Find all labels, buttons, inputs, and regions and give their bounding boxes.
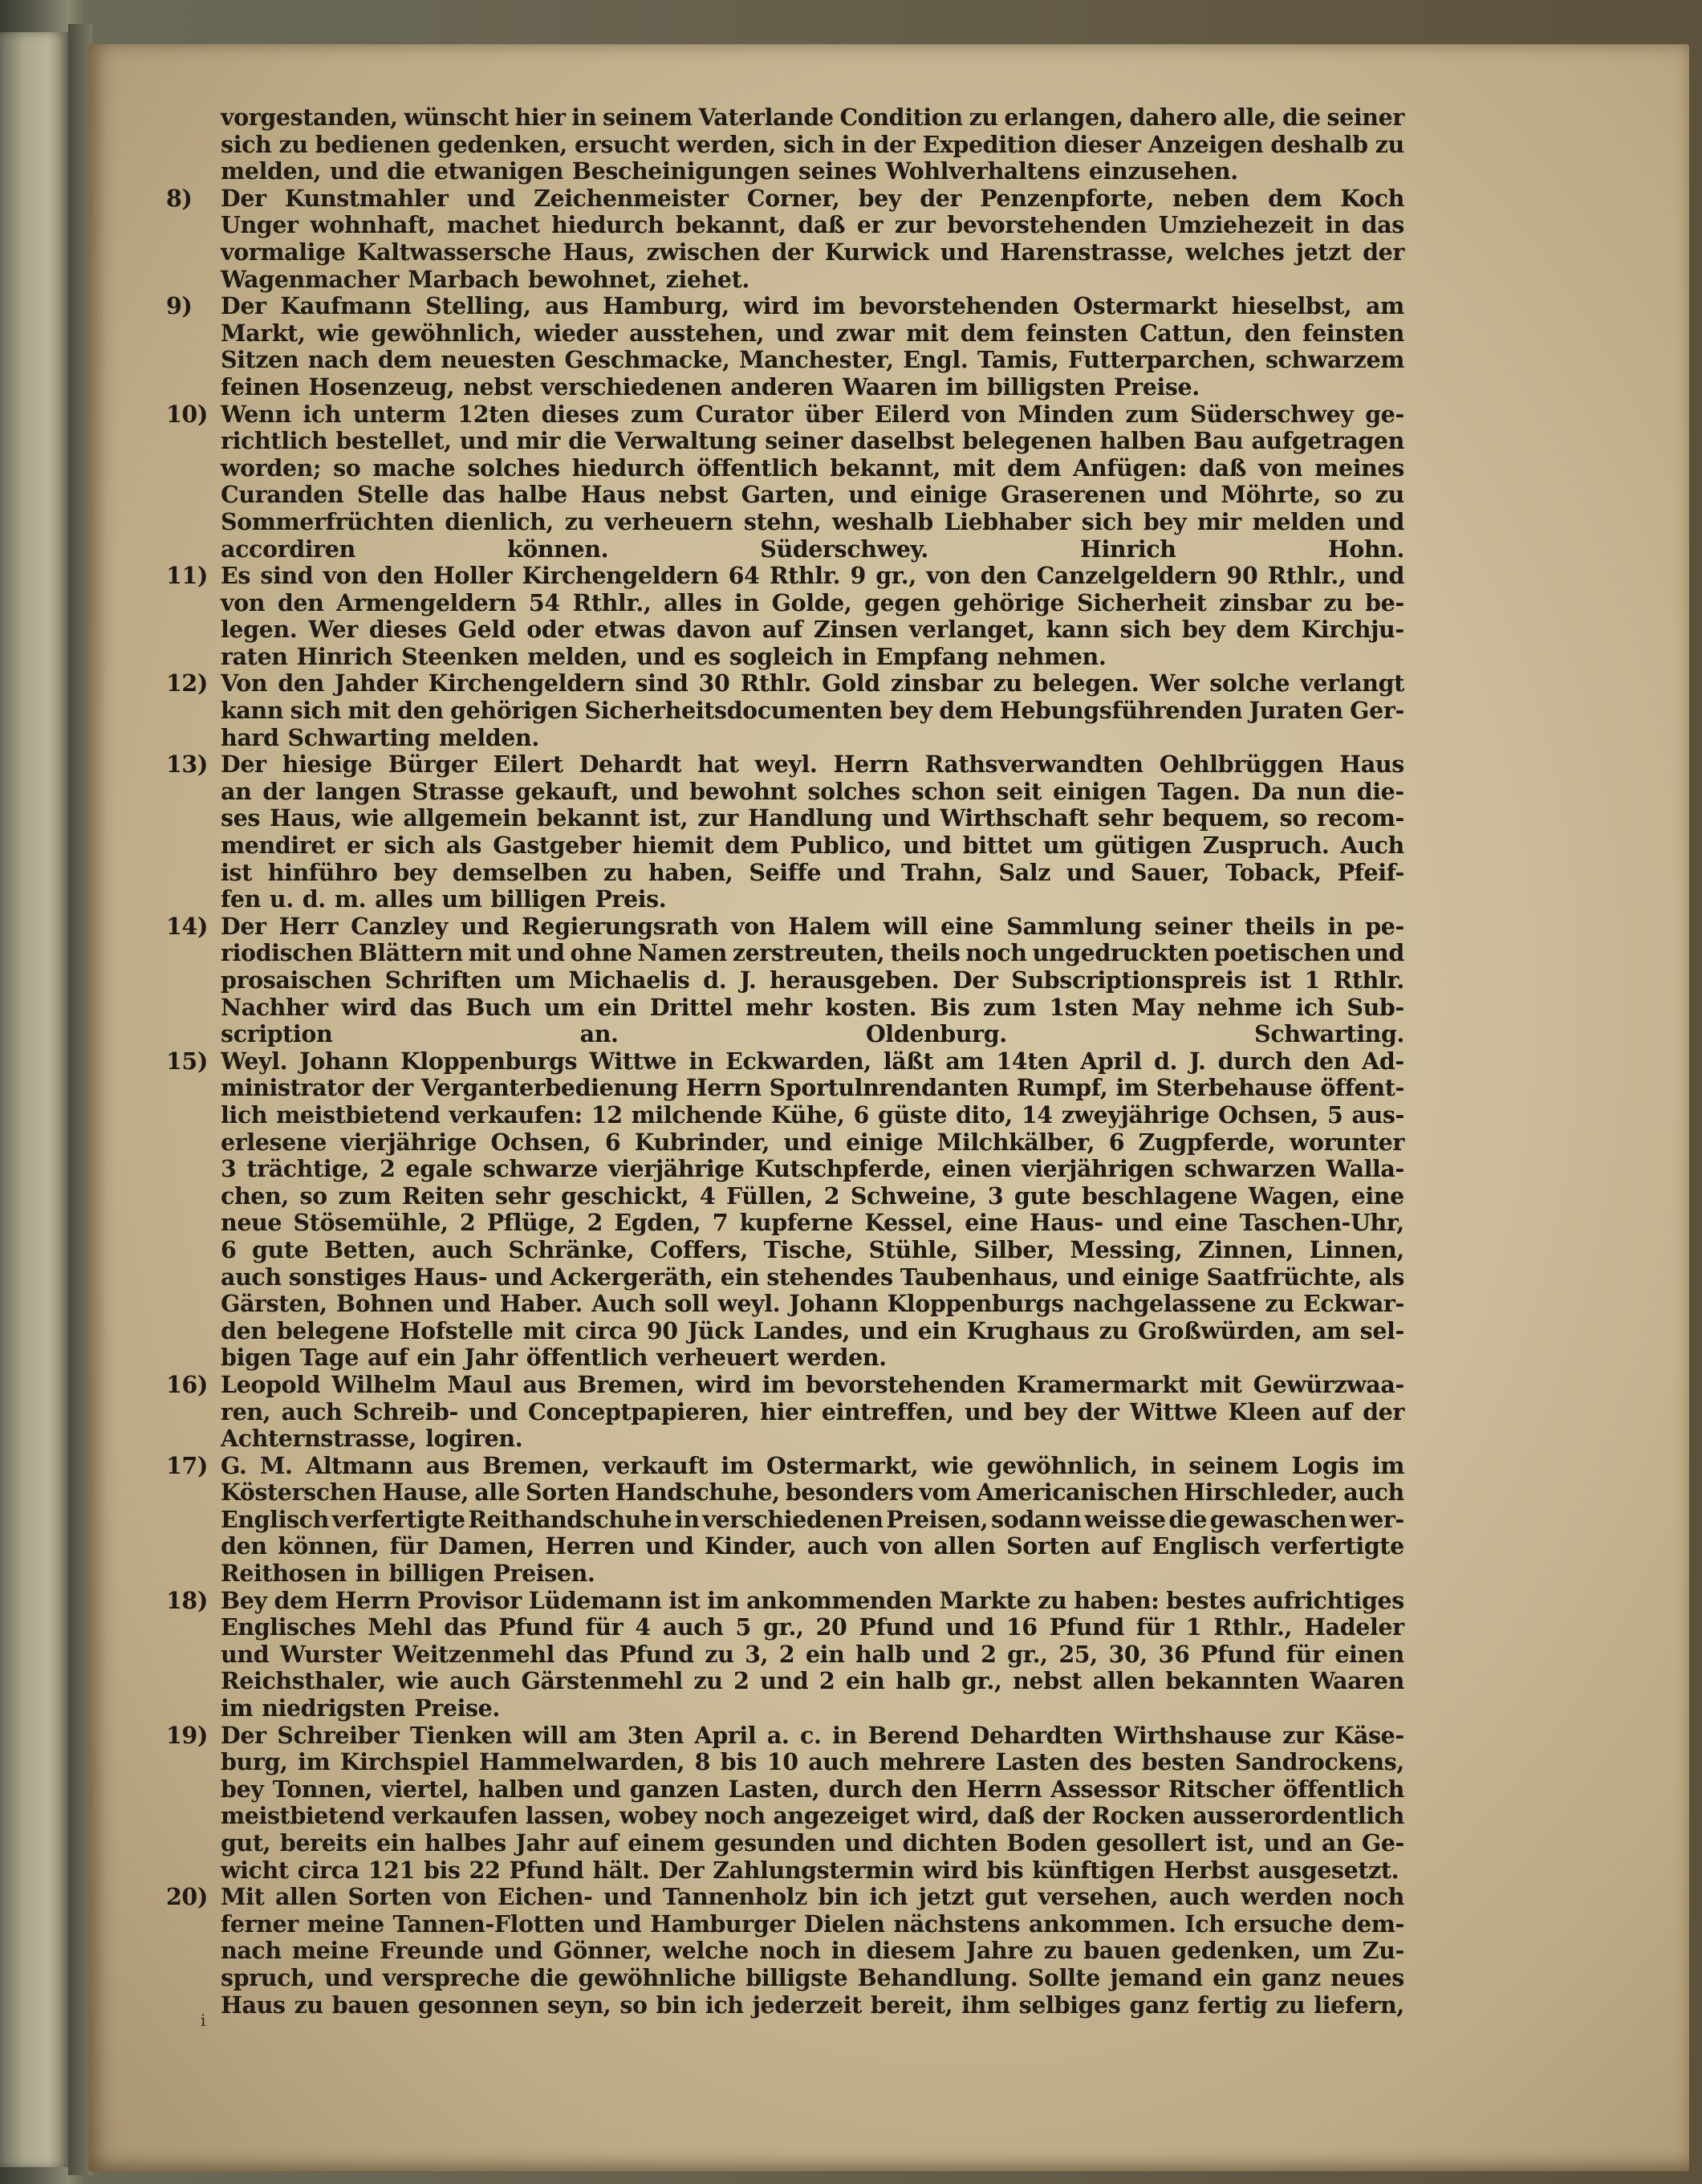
text-line: Wagenmacher Marbach bewohnet, ziehet.	[221, 265, 749, 293]
text-line: Gärsten, Bohnen und Haber. Auch soll weyl. Johann Kloppenburgs nachgelassene zu Eckwar-	[221, 1290, 1404, 1318]
entry-number: 8)	[166, 184, 193, 212]
entry-number: 10)	[166, 400, 208, 428]
text-line: Reichsthaler, wie auch Gärstenmehl zu 2 und 2 ein halb gr., nebst allen bekannten Waaren	[221, 1667, 1404, 1695]
text-line: nach meine Freunde und Gönner, welche noch in diesem Jahre zu bauen gedenken, um Zu-	[221, 1937, 1404, 1965]
text-line: Sommerfrüchten dienlich, zu verheuern stehn, weshalb Liebhaber sich bey mir melden und	[221, 507, 1404, 535]
text-line: feinen Hosenzeug, nebst verschiedenen anderen Waaren im billigsten Preise.	[221, 372, 1200, 401]
notice-entry	[166, 1721, 1404, 1885]
document-text	[166, 104, 1404, 2019]
notice-entry	[166, 1586, 1404, 1722]
text-line: vorgestanden, wünscht hier in seinem Vaterlande Condition zu erlangen, dahero alle, die seiner	[221, 104, 1404, 131]
entry-number: 9)	[166, 292, 193, 320]
text-line: auch sonstiges Haus- und Ackergeräth, ein stehendes Taubenhaus, und einige Saatfrüchte, als	[221, 1263, 1404, 1291]
notice-entry	[166, 1451, 1404, 1588]
text-line: raten Hinrich Steenken melden, und es sogleich in Empfang nehmen.	[221, 642, 1107, 670]
text-line: ferner meine Tannen-Flotten und Hamburger Dielen nächstens ankommen. Ich ersuche dem-	[221, 1909, 1404, 1938]
text-line: richtlich bestellet, und mir die Verwaltung seiner daselbst belegenen halben Bau aufgetragen	[221, 427, 1404, 455]
text-line: wicht circa 121 bis 22 Pfund hält. Der Zahlungstermin wird bis künftigen Herbst ausgesetzt.	[221, 1856, 1399, 1884]
text-line: riodischen Blättern mit und ohne Namen zerstreuten, theils noch ungedruckten poetischen und	[221, 939, 1404, 967]
entry-number: 15)	[166, 1047, 208, 1075]
text-line: Kösterschen Hause, alle Sorten Handschuhe, besonders vom Americanischen Hirschleder, auch	[221, 1478, 1404, 1507]
text-line: Mit allen Sorten von Eichen- und Tannenholz bin ich jetzt gut versehen, auch werden noch	[221, 1883, 1404, 1911]
text-line: Nachher wird das Buch um ein Drittel mehr kosten. Bis zum 1sten May nehme ich Sub-	[221, 993, 1404, 1021]
entry-number: 20)	[166, 1883, 208, 1911]
entry-number: 19)	[166, 1721, 208, 1749]
text-line: burg, im Kirchspiel Hammelwarden, 8 bis 10 auch mehrere Lasten des besten Sandrockens,	[221, 1748, 1404, 1776]
text-line: gut, bereits ein halbes Jahr auf einem gesunden und dichten Boden gesollert ist, und an Ge-	[221, 1829, 1404, 1857]
text-line: ist hinführo bey demselben zu haben, Seiffe und Trahn, Salz und Sauer, Toback, Pfeif-	[221, 858, 1404, 886]
text-line: scription an. Oldenburg. Schwarting.	[221, 1020, 1404, 1048]
text-line: Der Kaufmann Stelling, aus Hamburg, wird im bevorstehenden Ostermarkt hieselbst, am	[221, 292, 1404, 320]
text-line: Haus zu bauen gesonnen seyn, so bin ich jederzeit bereit, ihm selbiges ganz fertig zu liefern,	[221, 1991, 1404, 2019]
text-line: worden; so mache solches hiedurch öffentlich bekannt, mit dem Anfügen: daß von meines	[221, 453, 1404, 482]
text-line: legen. Wer dieses Geld oder etwas davon auf Zinsen verlanget, kann sich bey dem Kirchju-	[221, 616, 1404, 644]
text-line: an der langen Strasse gekauft, und bewohnt solches schon seit einigen Tagen. Da nun die-	[221, 777, 1404, 805]
notice-entry	[221, 104, 1404, 185]
text-line: prosaischen Schriften um Michaelis d. J. herausgeben. Der Subscriptionspreis ist 1 Rthlr.	[221, 966, 1404, 994]
text-line: ministrator der Verganterbedienung Herrn Sportulnrendanten Rumpf, im Sterbehause öffent-	[221, 1074, 1404, 1102]
notice-entry	[166, 292, 1404, 401]
entry-number: 13)	[166, 750, 208, 779]
text-line: Englisches Mehl das Pfund für 4 auch 5 gr., 20 Pfund und 16 Pfund für 1 Rthlr., Hadeler	[221, 1613, 1404, 1641]
text-line: vormalige Kaltwassersche Haus, zwischen der Kurwick und Harenstrasse, welches jetzt der	[221, 238, 1404, 266]
text-line: Bey dem Herrn Provisor Lüdemann ist im ankommenden Markte zu haben: bestes aufrichtiges	[221, 1586, 1404, 1614]
text-line: Wenn ich unterm 12ten dieses zum Curator über Eilerd von Minden zum Süderschwey ge-	[221, 400, 1404, 428]
text-line: Von den Jahder Kirchengeldern sind 30 Rthlr. Gold zinsbar zu belegen. Wer solche verlangt	[221, 669, 1404, 697]
text-line: Curanden Stelle das halbe Haus nebst Garten, und einige Graserenen und Möhrte, so zu	[221, 481, 1404, 509]
text-line: sich zu bedienen gedenken, ersucht werden, sich in der Expedition dieser Anzeigen deshalb zu	[221, 130, 1404, 158]
text-line: Sitzen nach dem neuesten Geschmacke, Manchester, Engl. Tamis, Futterparchen, schwarzem	[221, 346, 1404, 374]
text-line: neue Stösemühle, 2 Pflüge, 2 Egden, 7 kupferne Kessel, eine Haus- und eine Taschen-Uhr,	[221, 1209, 1404, 1237]
text-line: und Wurster Weitzenmehl das Pfund zu 3, 2 ein halb und 2 gr., 25, 30, 36 Pfund für einen	[221, 1640, 1404, 1668]
text-line: bigen Tage auf ein Jahr öffentlich verheuert werden.	[221, 1344, 887, 1372]
notice-entry	[166, 400, 1404, 563]
entry-number: 12)	[166, 669, 208, 697]
notice-entry	[166, 1370, 1404, 1453]
text-line: den belegene Hofstelle mit circa 90 Jück Landes, und ein Krughaus zu Großwürden, am sel-	[221, 1316, 1404, 1344]
notice-entry	[166, 184, 1404, 293]
text-line: Reithosen in billigen Preisen.	[221, 1560, 595, 1588]
text-line: bey Tonnen, viertel, halben und ganzen Lasten, durch den Herrn Assessor Ritscher öffentlich	[221, 1775, 1404, 1803]
text-line: von den Armengeldern 54 Rthlr., alles in Golde, gegen gehörige Sicherheit zinsbar zu be-	[221, 588, 1404, 616]
text-line: 3 trächtige, 2 egale schwarze vierjährige Kutschpferde, einen vierjährigen schwarzen Walla-	[221, 1155, 1404, 1183]
text-line: melden, und die etwanigen Bescheinigungen seines Wohlverhaltens einzusehen.	[221, 157, 1238, 185]
text-line: Der Kunstmahler und Zeichenmeister Corner, bey der Penzenpforte, neben dem Koch	[221, 184, 1404, 212]
text-line: chen, so zum Reiten sehr geschickt, 4 Füllen, 2 Schweine, 3 gute beschlagene Wagen, eine	[221, 1181, 1404, 1210]
text-line: Unger wohnhaft, machet hiedurch bekannt, daß er zur bevorstehenden Umziehezeit in das	[221, 211, 1404, 239]
text-line: lich meistbietend verkaufen: 12 milchende Kühe, 6 güste dito, 14 zweyjährige Ochsen, 5 aus-	[221, 1100, 1404, 1129]
notice-entry	[166, 1883, 1404, 2019]
text-line: kann sich mit den gehörigen Sicherheitsdocumenten bey dem Hebungsführenden Juraten Ger-	[221, 697, 1404, 725]
text-line: Englisch verfertigte Reithandschuhe in verschiedenen Preisen, sodann weisse die gewaschen wer-	[221, 1505, 1404, 1533]
left-page-edge	[0, 32, 68, 2167]
text-line: 6 gute Betten, auch Schränke, Coffers, Tische, Stühle, Silber, Messing, Zinnen, Linnen,	[221, 1235, 1404, 1263]
entry-number: 18)	[166, 1586, 208, 1614]
entry-number: 14)	[166, 912, 208, 940]
entry-number: 16)	[166, 1370, 208, 1398]
text-line: hard Schwarting melden.	[221, 723, 539, 751]
notice-entry	[166, 750, 1404, 913]
text-line: im niedrigsten Preise.	[221, 1694, 500, 1722]
text-line: spruch, und verspreche die gewöhnliche billigste Behandlung. Sollte jemand ein ganz neues	[221, 1963, 1404, 1991]
text-line: erlesene vierjährige Ochsen, 6 Kubrinder, und einige Milchkälber, 6 Zugpferde, worunter	[221, 1128, 1404, 1156]
text-line: Achternstrasse, logiren.	[221, 1425, 523, 1453]
text-line: Es sind von den Holler Kirchengeldern 64 Rthlr. 9 gr., von den Canzelgeldern 90 Rthlr., und	[221, 562, 1404, 590]
notice-entry	[166, 669, 1404, 751]
entry-number: 11)	[166, 562, 208, 590]
text-line: Markt, wie gewöhnlich, wieder ausstehen, und zwar mit dem feinsten Cattun, den feinsten	[221, 319, 1404, 347]
notice-entry	[166, 912, 1404, 1048]
text-line: Der Herr Canzley und Regierungsrath von Halem will eine Sammlung seiner theils in pe-	[221, 912, 1404, 940]
notice-entry	[166, 1047, 1404, 1372]
text-line: fen u. d. m. alles um billigen Preis.	[221, 885, 667, 913]
text-line: G. M. Altmann aus Bremen, verkauft im Ostermarkt, wie gewöhnlich, in seinem Logis im	[221, 1451, 1404, 1479]
corner-mark: i	[201, 2011, 206, 2030]
text-line: Leopold Wilhelm Maul aus Bremen, wird im bevorstehenden Kramermarkt mit Gewürzwaa-	[221, 1370, 1404, 1398]
text-line: den können, für Damen, Herren und Kinder, auch von allen Sorten auf Englisch verfertigte	[221, 1532, 1404, 1560]
text-line: accordiren können. Süderschwey. Hinrich Hohn.	[221, 535, 1404, 563]
entry-number: 17)	[166, 1451, 208, 1479]
text-line: mendiret er sich als Gastgeber hiemit dem Publico, und bittet um gütigen Zuspruch. Auch	[221, 832, 1404, 860]
text-line: ren, auch Schreib- und Conceptpapieren, hier eintreffen, und bey der Wittwe Kleen auf der	[221, 1397, 1404, 1425]
notice-entry	[166, 562, 1404, 670]
text-line: ses Haus, wie allgemein bekannt ist, zur Handlung und Wirthschaft sehr bequem, so recom-	[221, 804, 1404, 832]
text-line: meistbietend verkaufen lassen, wobey noch angezeiget wird, daß der Rocken ausserordentlich	[221, 1802, 1404, 1830]
text-line: Weyl. Johann Kloppenburgs Wittwe in Eckwarden, läßt am 14ten April d. J. durch den Ad-	[221, 1047, 1404, 1075]
text-line: Der hiesige Bürger Eilert Dehardt hat weyl. Herrn Rathsverwandten Oehlbrüggen Haus	[221, 750, 1404, 779]
text-line: Der Schreiber Tienken will am 3ten April a. c. in Berend Dehardten Wirthshause zur Käse-	[221, 1721, 1404, 1749]
